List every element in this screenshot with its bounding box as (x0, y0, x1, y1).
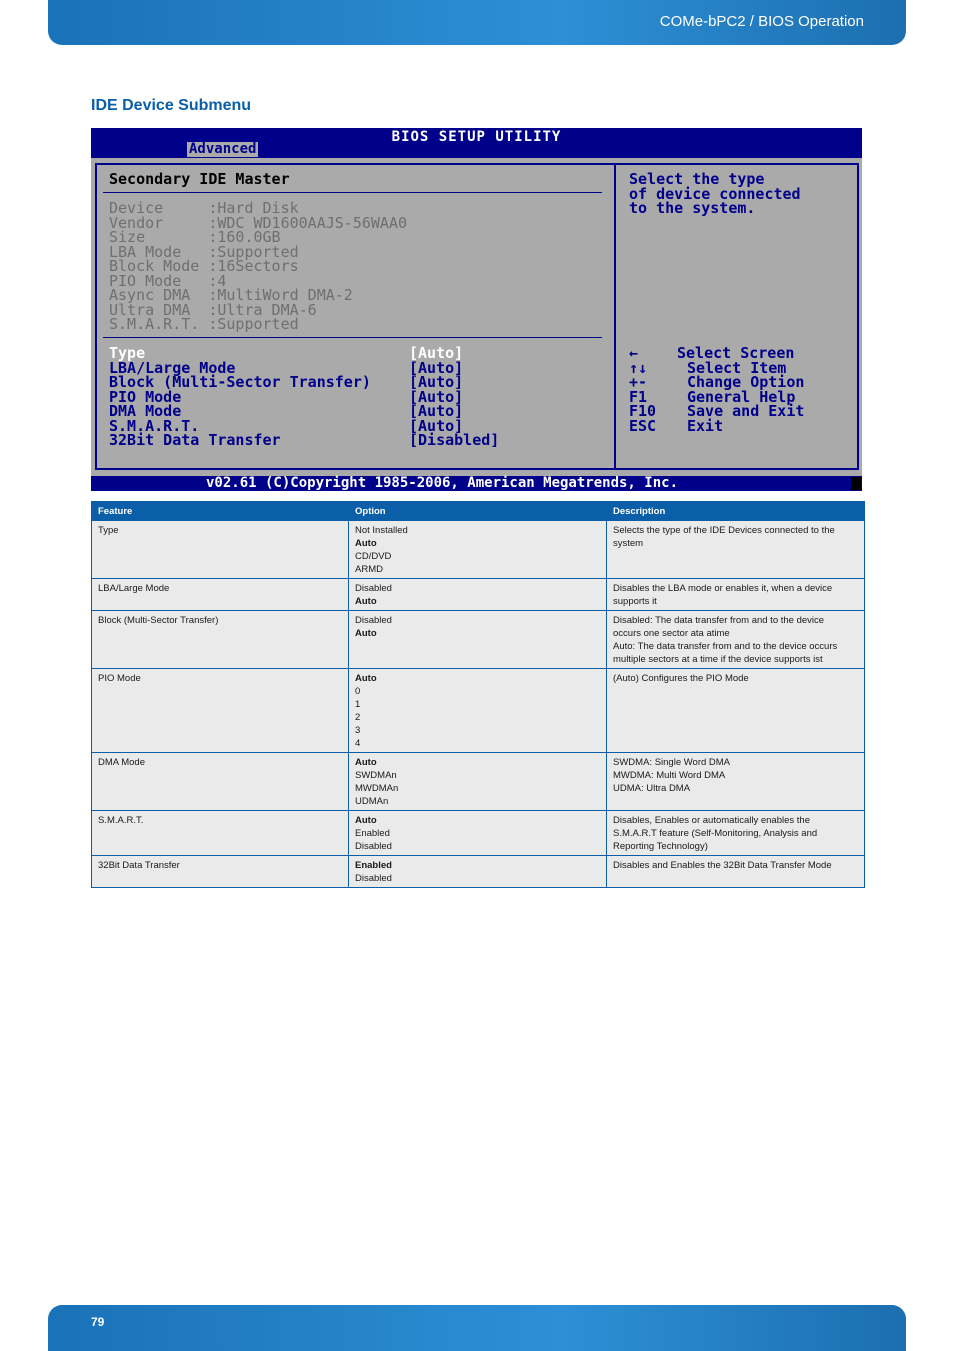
table-row (92, 753, 865, 811)
description-cell (607, 521, 865, 579)
bios-key: ESC (629, 416, 657, 435)
bios-key-action: Save and Exit (687, 402, 805, 420)
description-cell (607, 811, 865, 856)
description-line: Disables the LBA mode or enables it, when a device (613, 583, 833, 594)
option-cell (349, 521, 607, 579)
option-value: ARMD (355, 564, 383, 575)
bios-key-action: Select Screen (677, 344, 795, 362)
description-line: supports it (613, 596, 657, 607)
bios-utility-title: BIOS SETUP UTILITY (391, 129, 562, 145)
feature-cell: LBA/Large Mode (92, 579, 349, 611)
option-cell (349, 811, 607, 856)
bios-heading: Secondary IDE Master (109, 170, 290, 188)
bios-item-lba-label[interactable]: LBA/Large Mode (109, 358, 236, 377)
feature-cell: Block (Multi-Sector Transfer) (92, 611, 349, 669)
option-value: 0 (355, 686, 361, 697)
description-line: Disables and Enables the 32Bit Data Transfer Mode (613, 860, 832, 871)
description-line: Auto: The data transfer from and to the device occurs (613, 641, 838, 652)
option-value: 2 (355, 712, 361, 723)
option-value: 3 (355, 725, 361, 736)
bios-item-pio-value[interactable]: [Auto] (409, 387, 464, 406)
bios-status-bar (91, 476, 862, 491)
bios-info-size: Size :160.0GB (109, 228, 281, 246)
bios-key: +- (629, 373, 648, 391)
feature-cell: S.M.A.R.T. (92, 811, 349, 856)
bios-key-action: Exit (687, 416, 724, 435)
bios-help-line: to the system. (629, 199, 756, 217)
bios-tab-advanced[interactable]: Advanced (189, 141, 257, 157)
description-line: Disables, Enables or automatically enables the (613, 815, 810, 826)
option-value: UDMAn (355, 796, 389, 807)
bios-key-action: General Help (687, 387, 796, 406)
option-value: Not Installed (355, 525, 408, 536)
bios-key-action: Select Item (687, 358, 787, 377)
cursor-block-icon (851, 477, 861, 490)
description-line: S.M.A.R.T feature (Self-Monitoring, Analysis and (613, 828, 818, 839)
option-cell (349, 579, 607, 611)
option-value: Disabled (355, 615, 392, 626)
bios-help-line: of device connected (629, 184, 801, 203)
description-cell (607, 856, 865, 888)
description-cell (607, 579, 865, 611)
option-value: Auto (355, 757, 377, 768)
option-value: Auto (355, 815, 377, 826)
bios-key: F10 (629, 402, 657, 420)
bios-info-ultra-dma: Ultra DMA :Ultra DMA-6 (109, 300, 317, 319)
bios-info-pio-mode: PIO Mode :4 (109, 271, 227, 290)
bios-info-device: Device :Hard Disk (109, 199, 299, 217)
description-line: Disabled: The data transfer from and to the device (613, 615, 825, 626)
table-row (92, 669, 865, 753)
description-line: Reporting Technology) (613, 841, 708, 852)
table-row (92, 579, 865, 611)
description-cell (607, 753, 865, 811)
arrow-up-down-icon: ↑↓ (629, 358, 648, 377)
bios-info-lba-mode: LBA Mode :Supported (109, 242, 299, 261)
feature-cell: Type (92, 521, 349, 579)
table-row (92, 611, 865, 669)
bios-key-action: Change Option (687, 373, 805, 391)
table-header-row (92, 502, 865, 521)
option-cell (349, 611, 607, 669)
bios-info-async-dma: Async DMA :MultiWord DMA-2 (109, 286, 353, 304)
option-value: 1 (355, 699, 361, 710)
option-value: Auto (355, 673, 377, 684)
bios-item-dma-label[interactable]: DMA Mode (109, 402, 182, 420)
bios-item-lba-value[interactable]: [Auto] (409, 358, 464, 377)
bios-separator (103, 192, 602, 193)
bios-item-smart-label[interactable]: S.M.A.R.T. (109, 416, 200, 435)
bios-key: F1 (629, 387, 648, 406)
bios-item-pio-label[interactable]: PIO Mode (109, 387, 182, 406)
page-footer (48, 1305, 906, 1351)
options-table (91, 501, 865, 888)
description-line: multiple sectors at a time if the device supports ist (613, 654, 823, 665)
option-value: Auto (355, 628, 377, 639)
bios-separator (103, 337, 602, 338)
bios-item-type-value[interactable]: [Auto] (409, 344, 464, 362)
description-line: Selects the type of the IDE Devices connected to the (613, 525, 835, 536)
description-cell (607, 669, 865, 753)
bios-copyright: v02.61 (C)Copyright 1985-2006, American Megatrends, Inc. (206, 475, 679, 491)
option-value: Auto (355, 538, 377, 549)
option-value: 4 (355, 738, 361, 749)
bios-info-smart: S.M.A.R.T. :Supported (109, 315, 299, 333)
feature-cell: PIO Mode (92, 669, 349, 753)
bios-screenshot (91, 128, 862, 491)
option-value: Disabled (355, 583, 392, 594)
option-value: MWDMAn (355, 783, 399, 794)
arrow-left-icon: ← (629, 344, 639, 362)
description-cell (607, 611, 865, 669)
option-value: CD/DVD (355, 551, 392, 562)
description-line: system (613, 538, 644, 549)
bios-item-smart-value[interactable]: [Auto] (409, 416, 464, 435)
bios-help-line: Select the type (629, 170, 765, 188)
bios-title-bar (91, 128, 862, 158)
header-title: COMe-bPC2 / BIOS Operation (659, 13, 864, 30)
table-row (92, 521, 865, 579)
bios-item-32bit-label[interactable]: 32Bit Data Transfer (109, 431, 281, 449)
column-header-feature: Feature (92, 502, 349, 521)
option-value: Auto (355, 596, 377, 607)
page-number: 79 (91, 1315, 105, 1329)
bios-info-block-mode: Block Mode :16Sectors (109, 257, 299, 275)
page-header (48, 0, 906, 45)
description-line: SWDMA: Single Word DMA (613, 757, 731, 768)
feature-cell: DMA Mode (92, 753, 349, 811)
bios-item-block-value[interactable]: [Auto] (409, 373, 464, 391)
bios-item-dma-value[interactable]: [Auto] (409, 402, 464, 420)
bios-item-32bit-value[interactable]: [Disabled] (409, 431, 500, 449)
bios-divider (614, 163, 616, 470)
bios-item-type-label[interactable]: Type (109, 344, 146, 362)
option-value: Enabled (355, 828, 390, 839)
bios-item-block-label[interactable]: Block (Multi-Sector Transfer) (109, 373, 371, 391)
option-value: Disabled (355, 841, 392, 852)
option-value: SWDMAn (355, 770, 397, 781)
option-value: Enabled (355, 860, 392, 871)
description-line: UDMA: Ultra DMA (613, 783, 691, 794)
option-cell (349, 856, 607, 888)
column-header-option: Option (349, 502, 607, 521)
column-header-description: Description (607, 502, 865, 521)
table-row (92, 856, 865, 888)
section-title: IDE Device Submenu (91, 97, 252, 114)
table-body (92, 521, 865, 888)
feature-cell: 32Bit Data Transfer (92, 856, 349, 888)
table-row (92, 811, 865, 856)
option-cell (349, 753, 607, 811)
description-line: MWDMA: Multi Word DMA (613, 770, 726, 781)
description-line: (Auto) Configures the PIO Mode (613, 673, 749, 684)
description-line: occurs one sector ata atime (613, 628, 730, 639)
bios-info-vendor: Vendor :WDC WD1600AAJS-56WAA0 (109, 213, 408, 232)
option-value: Disabled (355, 873, 392, 884)
option-cell (349, 669, 607, 753)
